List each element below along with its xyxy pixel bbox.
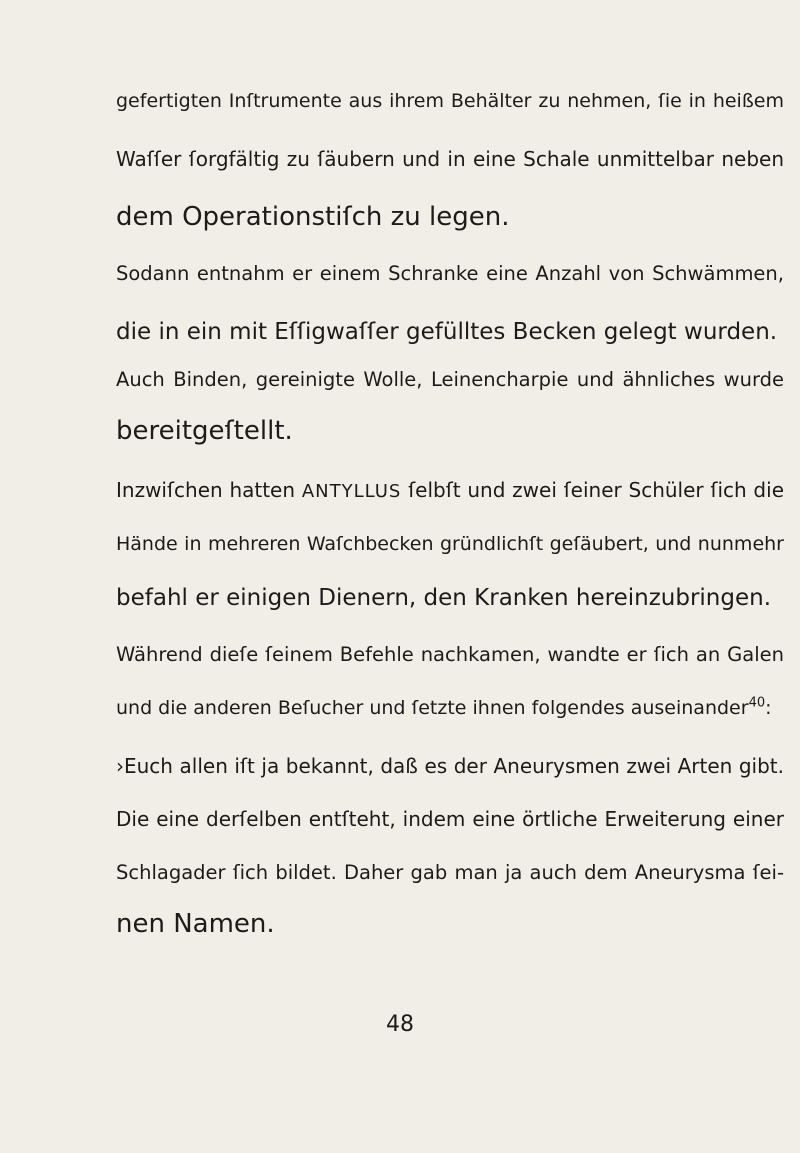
text-line — [116, 466, 784, 514]
text-line: Schlagader ſich bildet. Daher gab man ja auch dem Aneurysma ſei- — [116, 861, 784, 884]
footnote-marker: 40 — [748, 695, 766, 711]
text-line: gefertigten Inſtrumente aus ihrem Behälter zu nehmen, ſie in heißem — [116, 90, 784, 112]
page-number: 48 — [386, 1012, 414, 1037]
text-line: Waſſer ſorgfältig zu ſäubern und in eine Schale unmittelbar neben — [116, 147, 784, 171]
text-line: die in ein mit Eſſigwaſſer gefülltes Becken gelegt wurden. — [116, 319, 778, 345]
text-segment: Inzwiſchen hatten — [116, 478, 302, 502]
text-line: Auch Binden, gereinigte Wolle, Leinencharpie und ähnliches wurde — [116, 368, 784, 391]
text-segment: und die anderen Beſucher und ſetzte ihnen folgendes auseinander — [116, 697, 749, 719]
text-line: bereitgeſtellt. — [116, 416, 293, 446]
text-line: Hände in mehreren Waſchbecken gründlichſt geſäubert, und nunmehr — [116, 533, 784, 555]
text-segment: : — [765, 697, 772, 719]
text-line: nen Namen. — [116, 909, 275, 939]
text-line: Die eine derſelben entſteht, indem eine örtliche Erweiterung einer — [116, 807, 784, 831]
text-line: befahl er einigen Dienern, den Kranken hereinzubringen. — [116, 585, 772, 611]
text-line: ›Euch allen iſt ja bekannt, daß es der Aneurysmen zwei Arten gibt. — [116, 754, 784, 778]
text-segment: ſelbſt und zwei ſeiner Schüler ſich die — [401, 478, 784, 502]
text-line: dem Operationstiſch zu legen. — [116, 202, 510, 232]
text-line — [116, 684, 784, 732]
text-line: Sodann entnahm er einem Schranke eine Anzahl von Schwämmen, — [116, 262, 784, 285]
name-smallcaps: ANTYLLUS — [301, 481, 402, 502]
text-line: Während dieſe ſeinem Befehle nachkamen, wandte er ſich an Galen — [116, 643, 784, 666]
